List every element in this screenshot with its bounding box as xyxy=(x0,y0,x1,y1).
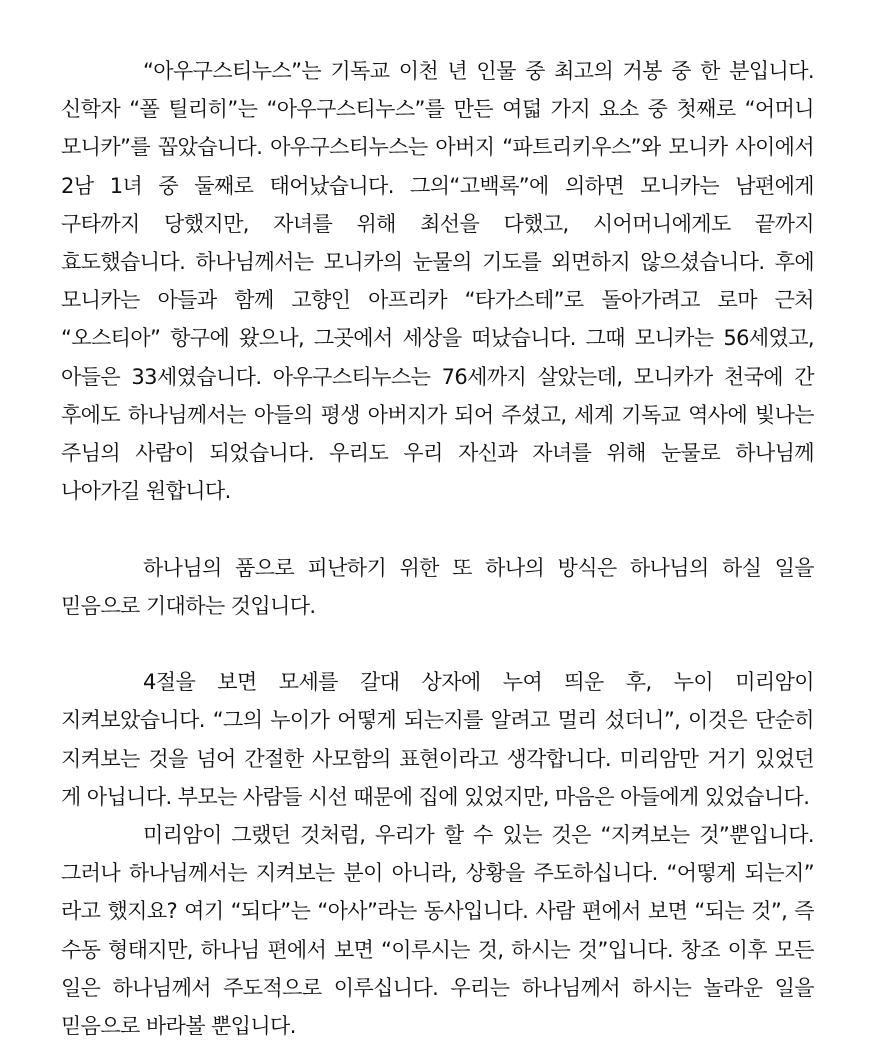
paragraph-spacer xyxy=(61,625,814,663)
paragraph-spacer xyxy=(61,510,814,548)
paragraph-augustine-monica: “아우구스티누스”는 기독교 이천 년 인물 중 최고의 거봉 중 한 분입니다. 신학자 “폴 틸리히”는 “아우구스티누스”를 만든 여덟 가지 요소 중 첫째로 “어머니 모니카”를 꼽았습니다. 아우구스티누스는 아버지 “파트리키우스”와 모니카 사이에서 2남 1녀 중 둘째로 태어났습니다. 그의“고백록”에 의하면 모니카는 남편에게 구타까지 당했지만, 자녀를 위해 최선을 다했고, 시어머니에게도 끝까지 효도했습니다. 하나님께서는 모니카의 눈물의 기도를 외면하지 않으셨습니다. 후에 모니카는 아들과 함께 고향인 아프리카 “타가스테”로 돌아가려고 로마 근처 “오스티아” 항구에 왔으나, 그곳에서 세상을 떠났습니다. 그때 모니카는 56세였고, 아들은 33세였습니다. 아우구스티누스는 76세까지 살았는데, 모니카가 천국에 간 후에도 하나님께서는 아들의 평생 아버지가 되어 주셨고, 세계 기독교 역사에 빛나는 주님의 사람이 되었습니다. 우리도 우리 자신과 자녀를 위해 눈물로 하나님께 나아가길 원합니다. xyxy=(61,59,814,504)
paragraph-miriam-watching: 4절을 보면 모세를 갈대 상자에 누여 띄운 후, 누이 미리암이 지켜보았습니다. “그의 누이가 어떻게 되는지를 알려고 멀리 섰더니”, 이것은 단순히 지켜보는 것을 넘어 간절한 사모함의 표현이라고 생각합니다. 미리암만 거기 있었던 게 아닙니다. 부모는 사람들 시선 때문에 집에 있었지만, 마음은 아들에게 있었습니다. xyxy=(61,670,814,809)
paragraph-god-leads: 미리암이 그랬던 것처럼, 우리가 할 수 있는 것은 “지켜보는 것”뿐입니다. 그러나 하나님께서는 지켜보는 분이 아니라, 상황을 주도하십니다. “어떻게 되는지” 라고 했지요? 여기 “되다”는 “아사”라는 동사입니다. 사람 편에서 보면 “되는 것”, 즉 수동 형태지만, 하나님 편에서 보면 “이루시는 것, 하시는 것”입니다. 창조 이후 모든 일은 하나님께서 주도적으로 이루십니다. 우리는 하나님께서 하시는 놀라운 일을 믿음으로 바라볼 뿐입니다. xyxy=(61,823,814,1039)
paragraph-refuge-expectation: 하나님의 품으로 피난하기 위한 또 하나의 방식은 하나님의 하실 일을 믿음으로 기대하는 것입니다. xyxy=(61,555,814,618)
